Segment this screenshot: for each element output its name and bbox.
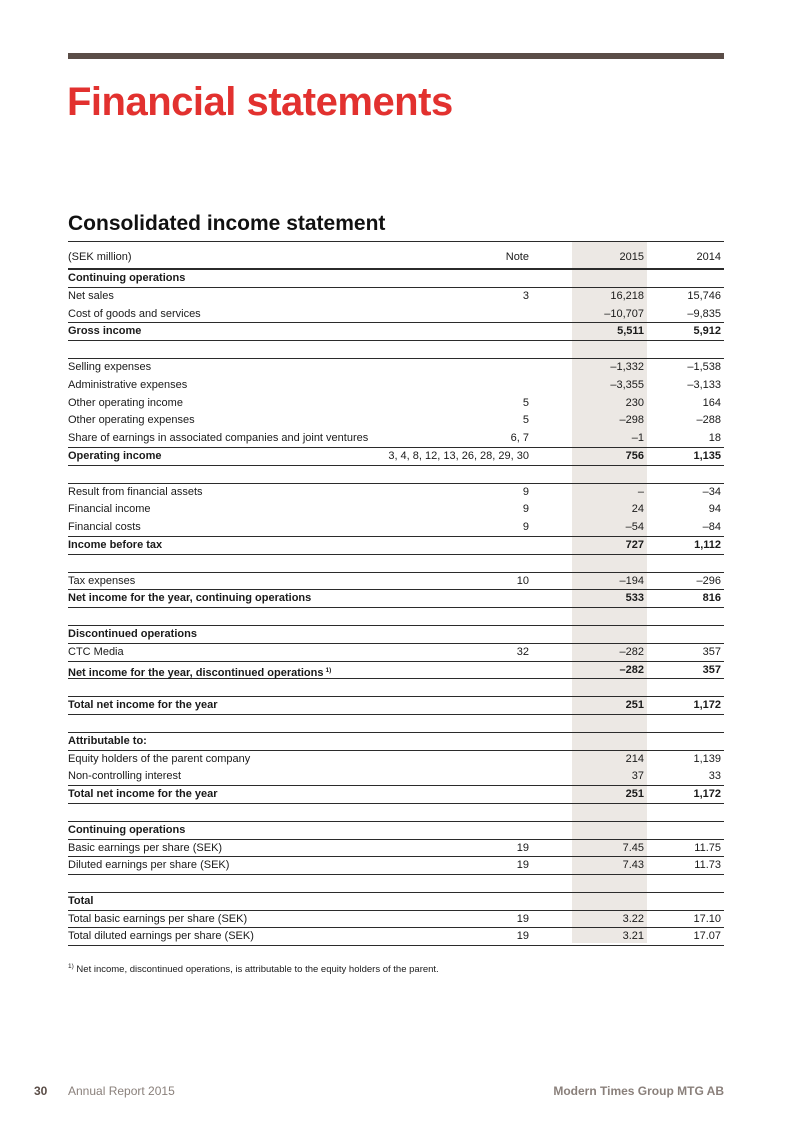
spacer-row [68,715,724,733]
table-row [68,306,724,324]
page-title: Financial statements [67,80,453,124]
row-value-2014: 816 [702,592,721,605]
row-label: Administrative expenses [68,378,188,391]
table-row [68,501,724,519]
row-note: 19 [516,930,529,943]
header-2014: 2014 [696,251,721,263]
row-value-2015: – [637,485,644,498]
table-row [68,519,724,537]
table-body [68,241,724,946]
row-label: Equity holders of the parent company [68,752,251,765]
row-value-2015: –282 [619,663,644,676]
row-note: 6, 7 [510,432,529,445]
spacer-row [68,804,724,822]
table-row [68,893,724,911]
row-note: 5 [522,414,529,427]
table-row [68,377,724,395]
table-row [68,786,724,804]
footnote-marker: 1) [68,963,74,970]
table-row [68,626,724,644]
row-value-2014: 1,172 [693,788,721,801]
row-value-2015: 7.45 [622,841,644,854]
table-row [68,751,724,769]
row-value-2014: –1,538 [687,360,721,373]
row-note: 19 [516,912,529,925]
table-row [68,733,724,751]
table-row [68,768,724,786]
row-value-2014: 11.73 [694,859,721,872]
row-value-2015: 756 [625,449,644,462]
row-note: 19 [516,859,529,872]
row-label: Selling expenses [68,360,152,373]
row-note: 5 [522,396,529,409]
section-title: Consolidated income statement [68,212,386,235]
row-label: Total net income for the year [68,788,218,801]
row-label: Gross income [68,325,142,338]
row-value-2015: 7.43 [622,859,644,872]
table-row [68,590,724,608]
row-value-2014: –34 [702,485,721,498]
row-value-2014: –9,835 [687,307,721,320]
table-row [68,662,724,680]
footnote-text: Net income, discontinued operations, is attributable to the equity holders of the parent. [76,964,439,975]
table-row [68,323,724,341]
row-label: Discontinued operations [68,627,197,640]
row-value-2014: 17.07 [693,930,721,943]
row-value-2015: –1 [631,432,644,445]
row-value-2015: 533 [625,592,644,605]
row-value-2014: –288 [696,414,721,427]
row-value-2015: –298 [619,414,644,427]
row-value-2015: –10,707 [604,307,644,320]
table-row [68,288,724,306]
row-value-2015: 16,218 [610,289,644,302]
header-label: (SEK million) [68,251,132,263]
row-value-2015: 3.22 [622,912,644,925]
table-row [68,697,724,715]
footnote [68,963,439,975]
row-value-2014: 1,172 [693,699,721,712]
row-value-2015: –1,332 [610,360,644,373]
row-label: Net income for the year, discontinued operations $^{1)}$ [68,666,332,679]
row-label: Share of earnings in associated companies and joint ventures [68,432,369,445]
table-row [68,928,724,946]
row-label: Other operating income [68,396,183,409]
row-value-2014: 164 [702,396,721,409]
row-label: Continuing operations [68,272,186,284]
table-row [68,840,724,858]
row-value-2014: 1,135 [693,449,721,462]
header-note: Note [505,251,529,263]
row-value-2015: –54 [625,521,644,534]
row-note: 3 [522,289,529,302]
row-value-2014: 94 [708,503,721,516]
table-row [68,573,724,591]
row-value-2015: 230 [625,396,644,409]
spacer-row [68,679,724,697]
table-row [68,537,724,555]
table-row [68,359,724,377]
row-label: Result from financial assets [68,485,203,498]
row-note: 9 [522,521,529,534]
row-label: Total [68,894,94,907]
row-value-2014: –84 [702,521,721,534]
row-label: Continuing operations [68,823,186,836]
row-value-2014: –296 [696,574,721,587]
page-number: 30 [34,1084,48,1098]
row-value-2015: 5,511 [617,325,644,338]
row-value-2014: –3,133 [687,378,721,391]
spacer-row [68,875,724,893]
header-2015: 2015 [619,251,644,263]
table-row [68,448,724,466]
row-value-2015: –3,355 [610,378,644,391]
row-value-2014: 15,746 [687,289,721,302]
top-rule [68,53,724,59]
spacer-row [68,466,724,484]
row-value-2015: –282 [619,645,644,658]
table-row [68,822,724,840]
table-row [68,395,724,413]
row-value-2014: 1,139 [693,752,721,765]
table-row [68,412,724,430]
row-value-2014: 18 [708,432,721,445]
row-note: 9 [522,503,529,516]
row-note: 10 [516,574,529,587]
row-label: Net sales [68,289,114,302]
row-note: 32 [516,645,529,658]
row-value-2014: 357 [702,645,721,658]
row-label: Other operating expenses [68,414,195,427]
row-label: Attributable to: [68,734,147,747]
row-label: Net income for the year, continuing operations [68,592,312,605]
row-label: Cost of goods and services [68,307,201,320]
table-row [68,484,724,502]
row-footnote-marker: 1) [325,666,332,674]
table-row [68,857,724,875]
footer-company-name: Modern Times Group MTG AB [553,1084,724,1098]
table-row [68,911,724,929]
table-row [68,430,724,448]
income-statement-table [68,241,724,946]
row-label: Financial income [68,503,151,516]
row-value-2014: 1,112 [694,538,721,551]
row-label: Total basic earnings per share (SEK) [68,912,248,925]
spacer-row [68,608,724,626]
row-value-2014: 11.75 [694,841,721,854]
row-note: 19 [516,841,529,854]
row-value-2015: 251 [625,699,644,712]
row-note: 3, 4, 8, 12, 13, 26, 28, 29, 30 [388,449,529,462]
row-label: Total net income for the year [68,699,218,712]
footer-report-title: Annual Report 2015 [68,1084,175,1098]
row-label: Income before tax [68,538,163,551]
row-label: Diluted earnings per share (SEK) [68,859,230,872]
table-row [68,644,724,662]
row-value-2014: 5,912 [693,325,721,338]
row-label: CTC Media [68,645,124,658]
row-value-2015: 3.21 [622,930,644,943]
table-header-row [68,241,724,270]
row-value-2014: 357 [702,663,721,676]
row-value-2015: 727 [625,538,644,551]
row-label: Financial costs [68,521,141,534]
row-label: Basic earnings per share (SEK) [68,841,223,854]
row-value-2015: 37 [631,770,644,783]
row-value-2015: 24 [631,503,644,516]
row-value-2015: 214 [625,752,644,765]
row-value-2015: –194 [619,574,644,587]
table-row [68,270,724,288]
row-value-2014: 17.10 [693,912,721,925]
row-label: Tax expenses [68,574,136,587]
spacer-row [68,555,724,573]
row-value-2014: 33 [708,770,721,783]
row-label: Total diluted earnings per share (SEK) [68,930,254,943]
row-note: 9 [522,485,529,498]
row-label: Operating income [68,449,162,462]
spacer-row [68,341,724,359]
row-label: Non-controlling interest [68,770,182,783]
row-value-2015: 251 [625,788,644,801]
